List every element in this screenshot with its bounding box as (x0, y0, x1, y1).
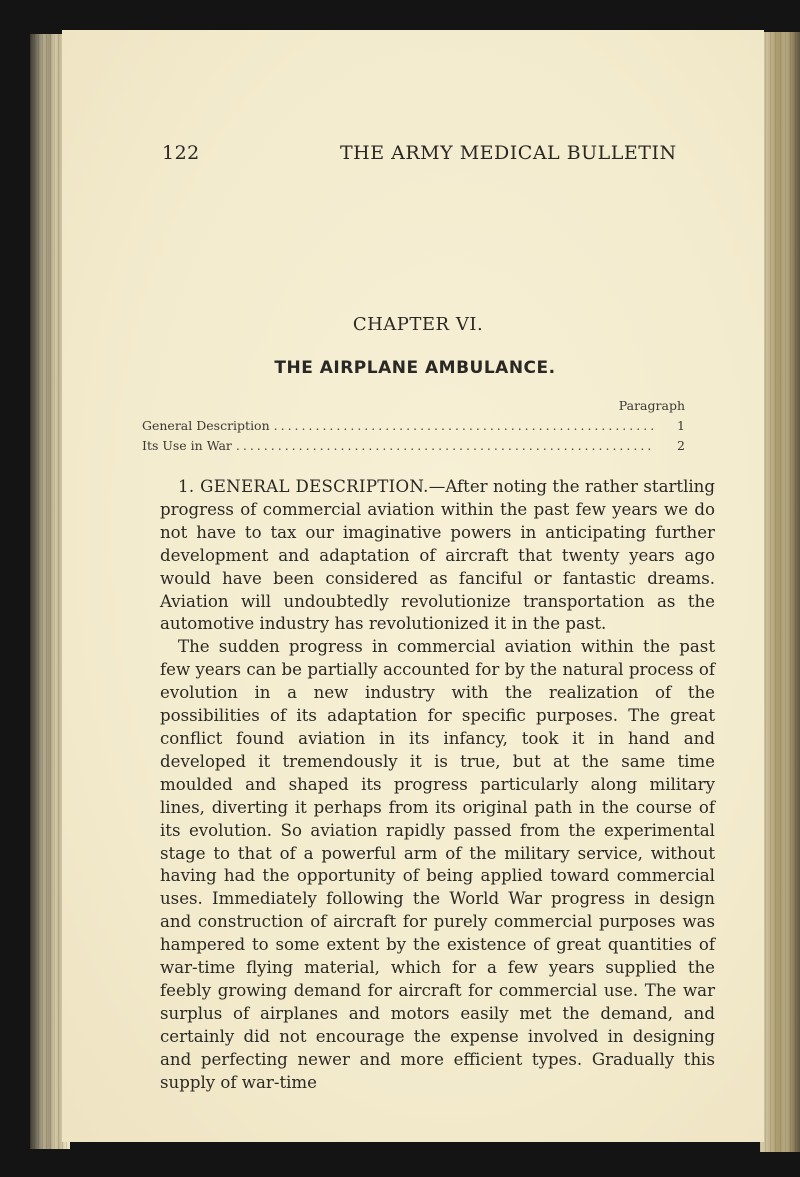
running-title: THE ARMY MEDICAL BULLETIN (340, 142, 677, 164)
toc-entry-paragraph: 1 (677, 418, 685, 433)
body-text (160, 476, 715, 1094)
toc-entry (142, 416, 685, 436)
toc-entry-label: Its Use in War (142, 438, 232, 453)
toc-entry-label: General Description (142, 418, 270, 433)
paragraph-2: The sudden progress in commercial aviation within the past few years can be partially accounted for by the natural process of evolution in a new industry with the realization of the possibilities of its adaptation for specific purposes. The great conflict found aviation in its infancy, took it in hand and developed it tremendously it is true, but at the same time moulded and shaped its progress particularly along military lines, diverting it perhaps from its original path in the course of its evolution. So aviation rapidly passed from the experimental stage to that of a powerful arm of the military service, without having had the opportunity of being applied toward commercial uses. Immediately following the World War progress in design and construction of aircraft for purely commercial purposes was hampered to some extent by the existence of great quantities of war-time flying material, which for a few years supplied the feebly growing demand for aircraft for commercial use. The war surplus of airplanes and motors easily met the demand, and certainly did not encourage the expense involved in designing and perfecting newer and more efficient types. Gradually this supply of war-time (160, 637, 715, 1092)
toc-leader-dots (236, 436, 655, 456)
toc-leader-dots (274, 416, 655, 436)
toc-entry (142, 436, 685, 456)
toc-entry-paragraph: 2 (677, 438, 685, 453)
chapter-number: CHAPTER VI. (352, 314, 484, 335)
chapter-contents (142, 396, 685, 456)
toc-header: Paragraph (618, 398, 685, 413)
running-head (162, 142, 722, 172)
page-number: 122 (162, 142, 200, 164)
section-heading: 1. GENERAL DESCRIPTION. (178, 477, 429, 496)
paragraph-1-text: —After noting the rather startling progress of commercial aviation within the past few years we do not have to tax our imaginative powers in anticipating further development and adaptation of aircraft that twenty years ago would have been considered as fanciful or fantastic dreams. Aviation will undoubtedly revolutionize transportation as the automotive industry has revolutionized it in the past. (160, 477, 715, 634)
chapter-title: THE AIRPLANE AMBULANCE. (274, 358, 556, 378)
paragraph-1 (160, 476, 715, 636)
right-page-edges (760, 32, 800, 1152)
book-page (62, 30, 764, 1142)
